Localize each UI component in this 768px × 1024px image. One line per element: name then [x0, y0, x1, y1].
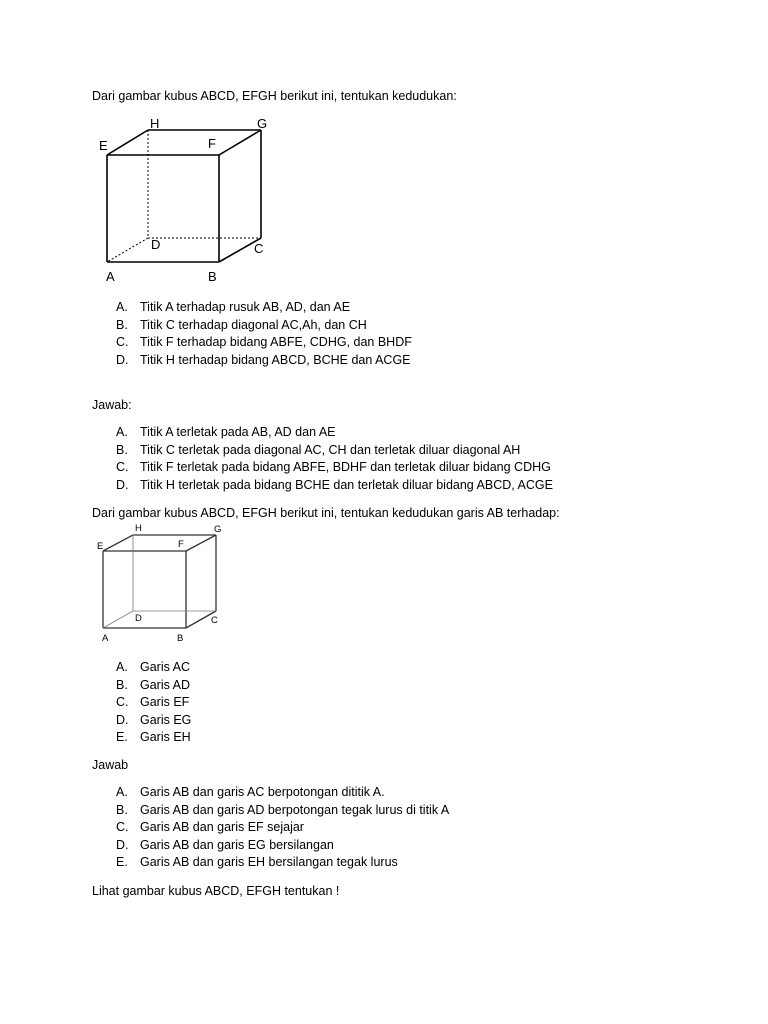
vertex-label-h: H [135, 523, 142, 534]
q1-prompt: Dari gambar kubus ABCD, EFGH berikut ini, tentukan kedudukan: [92, 89, 457, 103]
vertex-label-g: G [257, 116, 268, 131]
vertex-label-d: D [151, 237, 161, 252]
vertex-label-e: E [99, 138, 108, 153]
q2-answer-heading: Jawab [92, 758, 129, 772]
vertex-label-c: C [254, 241, 264, 256]
vertex-label-a: A [106, 269, 115, 284]
vertex-label-c: C [211, 615, 218, 626]
q2-prompt: Dari gambar kubus ABCD, EFGH berikut ini, tentukan kedudukan garis AB terhadap: [92, 506, 560, 520]
cube-figure-2 [95, 523, 235, 643]
vertex-label-h: H [150, 116, 160, 131]
vertex-label-a: A [102, 633, 109, 644]
vertex-label-b: B [177, 633, 184, 644]
vertex-label-f: F [178, 539, 184, 550]
vertex-label-d: D [135, 613, 142, 624]
q1-answer-heading: Jawab: [92, 398, 132, 412]
q3-prompt: Lihat gambar kubus ABCD, EFGH tentukan ! [92, 884, 340, 898]
vertex-label-g: G [214, 524, 222, 535]
vertex-label-f: F [208, 136, 216, 151]
vertex-label-b: B [208, 269, 217, 284]
vertex-label-e: E [97, 541, 104, 552]
cube-figure-1 [95, 115, 285, 285]
